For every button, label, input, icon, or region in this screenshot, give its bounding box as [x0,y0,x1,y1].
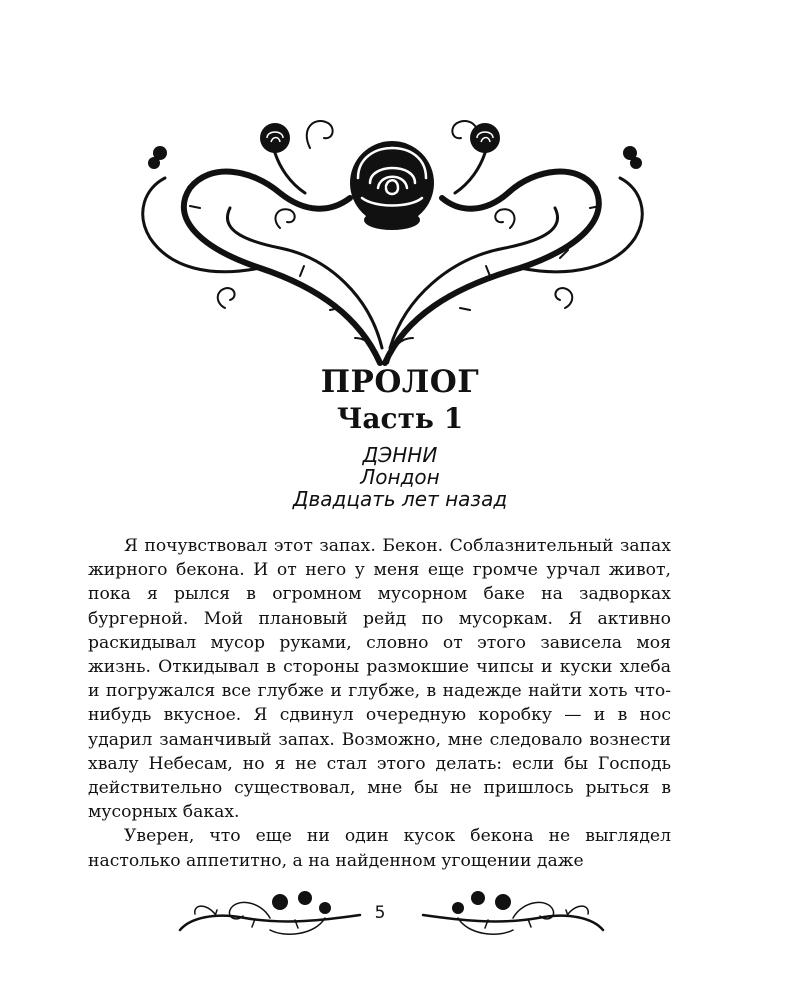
chapter-subtitle: Часть 1 [336,402,464,435]
narrator-name: ДЭННИ [362,443,438,467]
footer-ornament-right [418,880,608,942]
paragraph: Я почувствовал этот запах. Бекон. Соблазнительный запах жирного бекона. И от него у меня еще громче урчал живот, пока я рылся в огромном мусорном баке на задворках бургерной. Мой плановый рейд по мусоркам. Я активно раскидывал мусор руками, словно от этого зависела моя жизнь. Откидывал в стороны размокшие чипсы и куски хлеба и погружался все глубже и глубже, в надежде найти хоть что-нибудь вкусное. Я сдвинул очередную коробку — и в нос ударил заманчивый запах. Возможно, мне следовало вознести хвалу Небесам, но я не стал этого делать: если бы Господь действительно существовал, мне бы не пришлось рыться в мусорных баках. [88,536,671,823]
paragraph: Уверен, что еще ни один кусок бекона не выглядел настолько аппетитно, а на найденном угощении даже [88,826,671,871]
page-number: 5 [374,903,386,923]
footer-ornament-left [175,880,365,942]
chapter-title: ПРОЛОГ [320,364,480,400]
heart-rose-ornament [130,108,660,378]
place-name: Лондон [360,465,440,489]
time-label: Двадцать лет назад [292,487,508,511]
body-text [88,534,671,873]
